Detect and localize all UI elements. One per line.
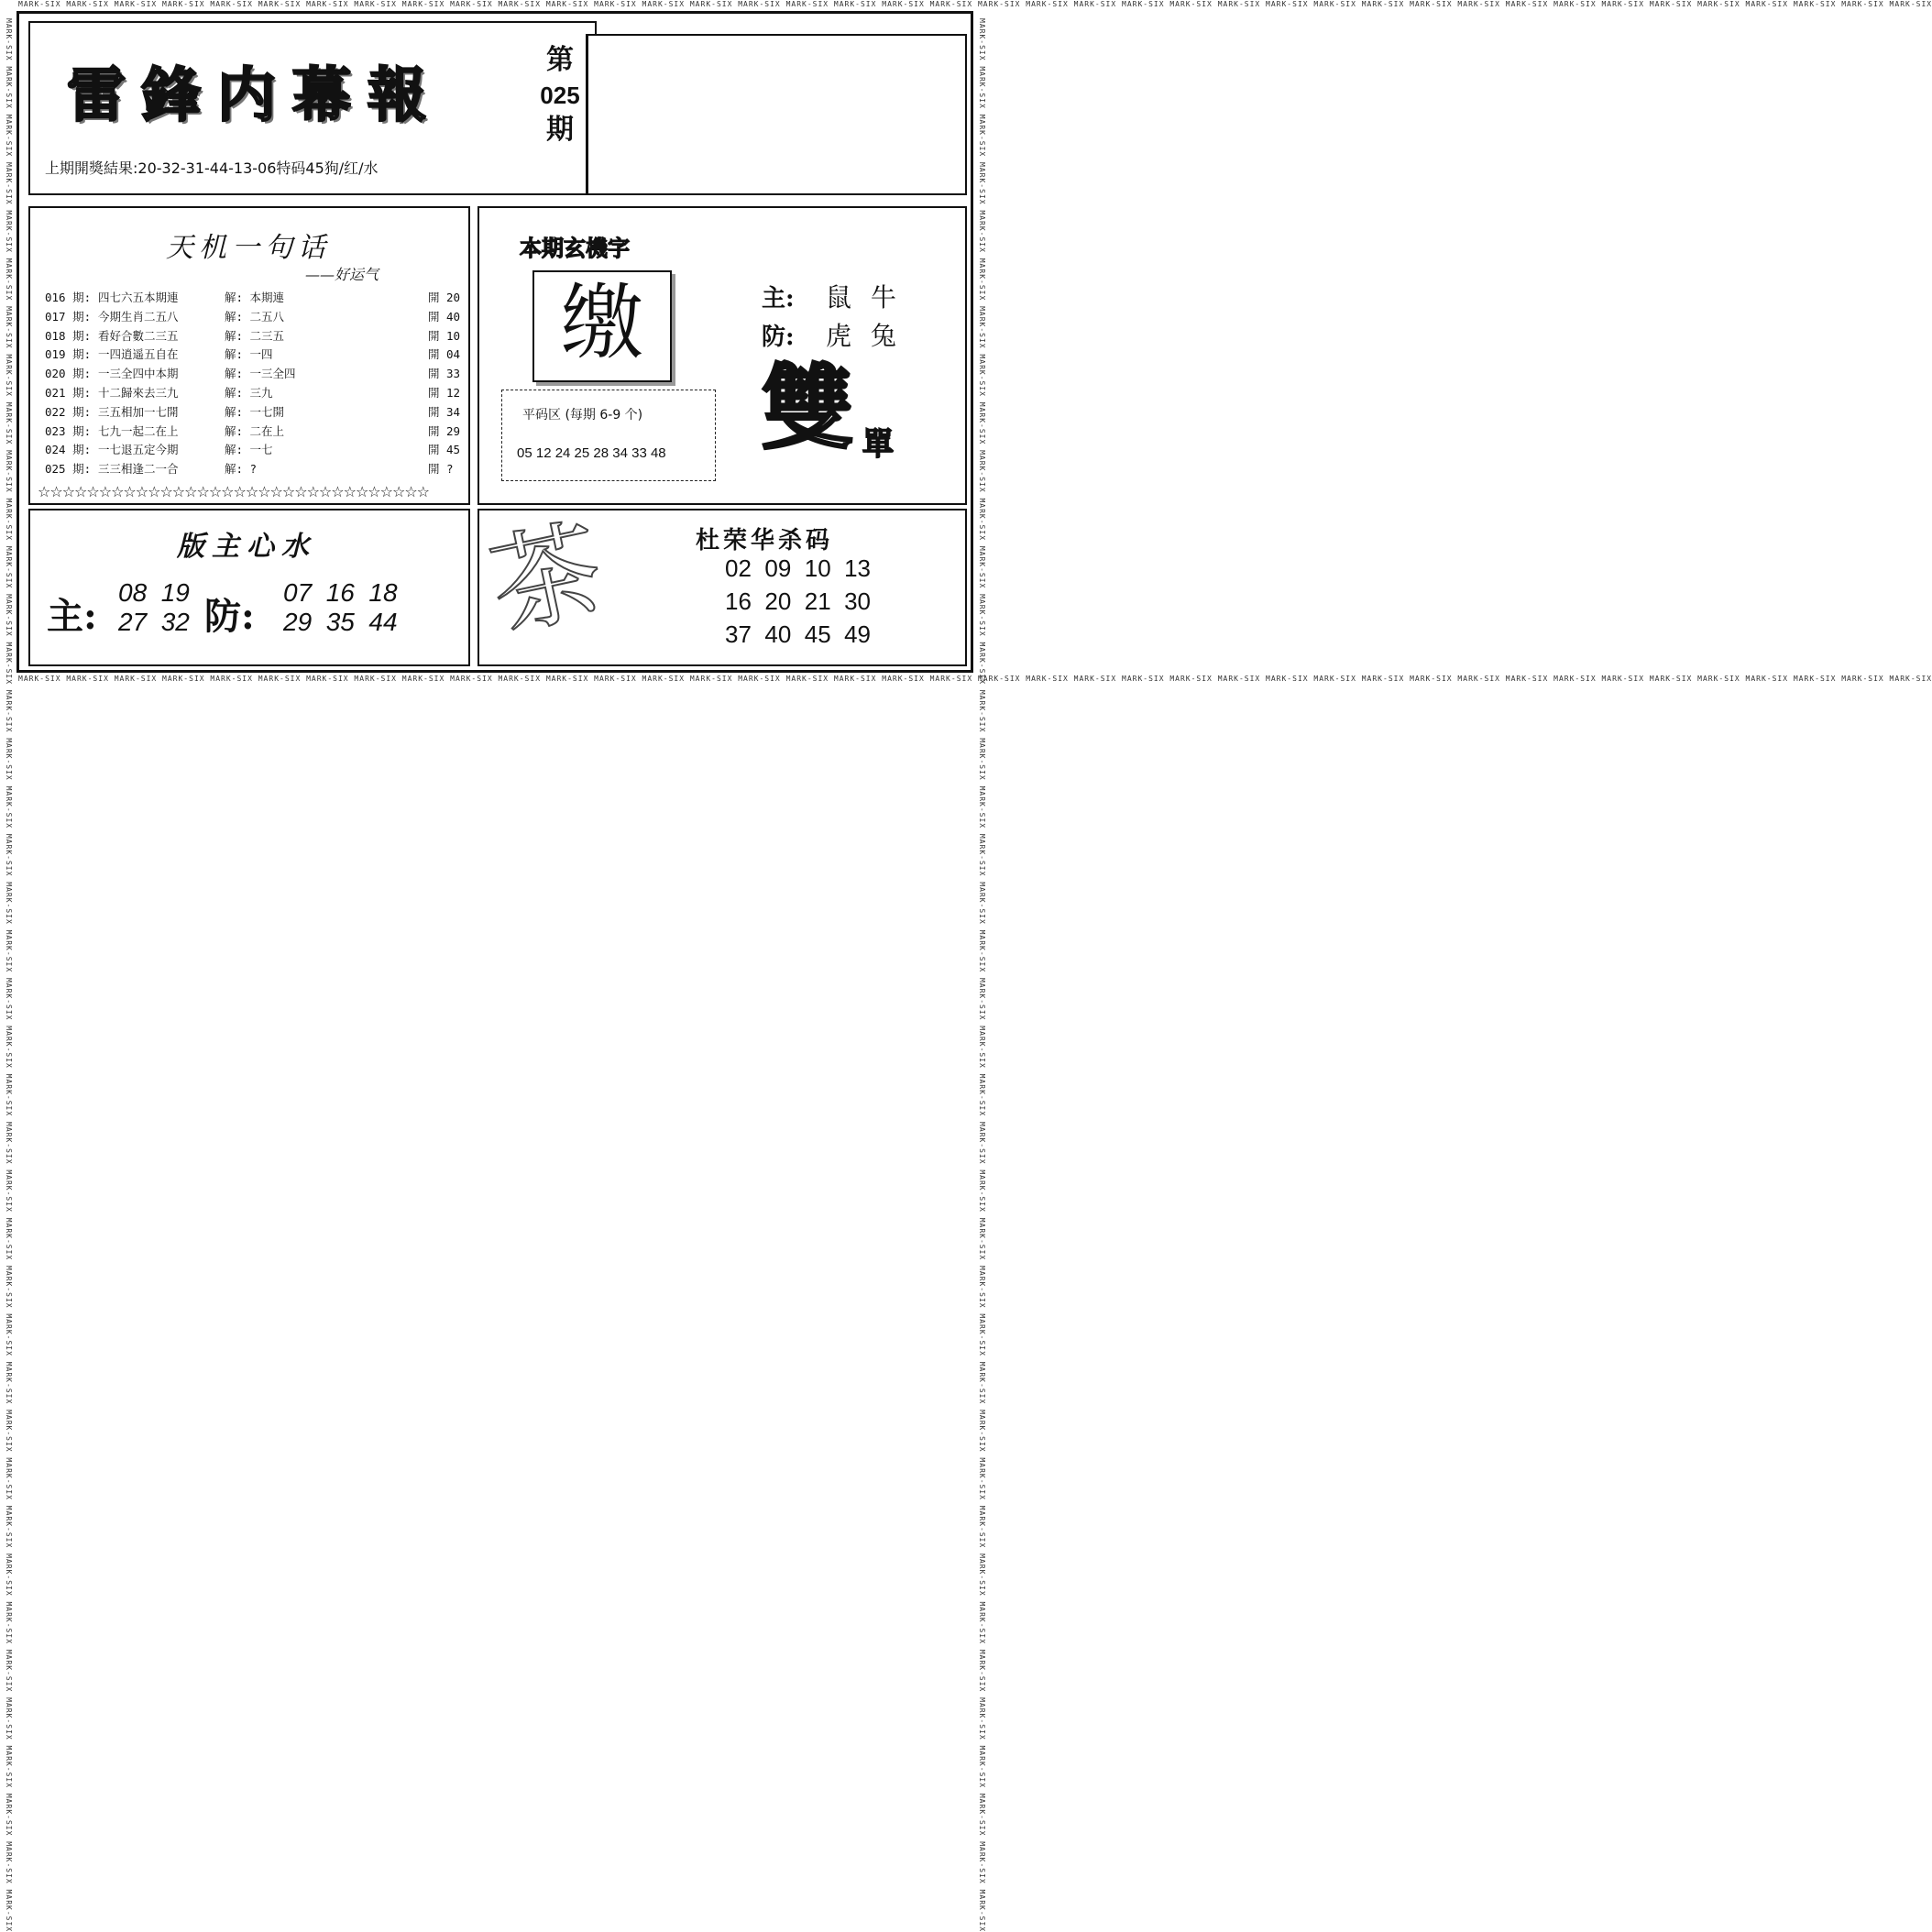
zodiac-guard-value: 虎 兔 bbox=[826, 321, 902, 351]
oracle-answer: 解: 一七 bbox=[225, 443, 273, 457]
oracle-period: 024 期: bbox=[45, 443, 92, 457]
oracle-period: 025 期: bbox=[45, 462, 92, 477]
oracle-period: 017 期: bbox=[45, 309, 92, 324]
small-char: 單 bbox=[862, 426, 894, 463]
issue-prefix: 第 bbox=[546, 44, 574, 76]
issue-box bbox=[532, 43, 587, 148]
oracle-result: 開 45 bbox=[428, 443, 461, 457]
oracle-result: 開 29 bbox=[428, 423, 461, 438]
oracle-clue: 三三相逢二一合 bbox=[98, 462, 179, 477]
oracle-answer: 解: 二在上 bbox=[225, 423, 285, 438]
mystery-character: 缴 bbox=[561, 275, 643, 371]
header-panel bbox=[28, 21, 597, 195]
zodiac-main-value: 鼠 牛 bbox=[826, 282, 902, 313]
watermark-strip-bottom bbox=[18, 675, 1932, 684]
master-panel bbox=[28, 509, 470, 666]
master-guard-row1: 07 16 18 bbox=[283, 578, 398, 607]
oracle-answer: 解: 三九 bbox=[225, 386, 273, 400]
oracle-period: 018 期: bbox=[45, 328, 92, 343]
oracle-result: 開 12 bbox=[428, 386, 461, 400]
oracle-result: 開 34 bbox=[428, 404, 461, 419]
oracle-clue: 三五相加一七開 bbox=[98, 404, 179, 419]
watermark-strip-left bbox=[4, 18, 13, 1932]
oracle-clue: 今期生肖二五八 bbox=[98, 309, 179, 324]
oracle-answer: 解: ? bbox=[225, 462, 258, 477]
mystery-title: 本期玄機字 bbox=[520, 236, 630, 261]
issue-number: 025 bbox=[540, 82, 580, 109]
oracle-title: 天机一句话 bbox=[166, 232, 331, 264]
oracle-answer: 解: 二五八 bbox=[225, 309, 285, 324]
star-row: ☆☆☆☆☆☆☆☆☆☆☆☆☆☆☆☆☆☆☆☆☆☆☆☆☆☆☆☆☆☆☆☆ bbox=[38, 483, 429, 500]
oracle-clue: 一三全四中本期 bbox=[98, 367, 179, 381]
mystery-char-box bbox=[532, 270, 672, 382]
oracle-result: 開 40 bbox=[428, 309, 461, 324]
oracle-clue: 四七六五本期連 bbox=[98, 291, 179, 304]
oracle-result: 開 20 bbox=[428, 291, 461, 304]
master-main-row2: 27 32 bbox=[118, 608, 190, 636]
oracle-clue: 十二歸來去三九 bbox=[98, 386, 179, 400]
oracle-panel bbox=[28, 206, 470, 505]
zodiac-guard-label: 防: bbox=[762, 324, 795, 351]
oracle-period: 019 期: bbox=[45, 347, 92, 362]
kill-panel bbox=[478, 506, 967, 666]
watermark-text: MARK-SIX MARK-SIX MARK-SIX MARK-SIX MARK-SIX MARK-SIX MARK-SIX MARK-SIX MARK-SIX MARK-SIX MARK-SIX MARK-SIX MARK-SIX MARK-SIX MARK-SIX MARK-SIX MARK-SIX MARK-SIX MARK-SIX MARK-SIX MARK-SIX MARK-SIX MARK-SIX MARK-SIX MARK-SIX MARK-SIX MARK-SIX MARK-SIX MARK-SIX MARK-SIX MARK-SIX MARK-SIX MARK-SIX MARK-SIX MARK-SIX MARK-SIX MARK-SIX MARK-SIX MARK-SIX MARK-SIX bbox=[18, 675, 1932, 683]
watermark-text: MARK-SIX MARK-SIX MARK-SIX MARK-SIX MARK-SIX MARK-SIX MARK-SIX MARK-SIX MARK-SIX MARK-SIX MARK-SIX MARK-SIX MARK-SIX MARK-SIX MARK-SIX MARK-SIX MARK-SIX MARK-SIX MARK-SIX MARK-SIX MARK-SIX MARK-SIX MARK-SIX MARK-SIX MARK-SIX MARK-SIX MARK-SIX MARK-SIX MARK-SIX MARK-SIX MARK-SIX MARK-SIX MARK-SIX MARK-SIX MARK-SIX MARK-SIX MARK-SIX MARK-SIX MARK-SIX MARK-SIX bbox=[5, 18, 13, 1932]
master-main-row1: 08 19 bbox=[118, 578, 190, 607]
oracle-answer: 解: 一三全四 bbox=[225, 367, 296, 381]
master-guard-row2: 29 35 44 bbox=[283, 608, 398, 636]
issue-suffix: 期 bbox=[546, 114, 574, 146]
watermark-strip-top bbox=[18, 0, 1932, 9]
oracle-clue: 一四逍遥五自在 bbox=[98, 347, 179, 362]
flat-numbers: 05 12 24 25 28 34 33 48 bbox=[517, 445, 666, 461]
kill-row: 02 09 10 13 bbox=[725, 554, 872, 582]
oracle-period: 023 期: bbox=[45, 423, 92, 438]
oracle-clue: 看好合數二三五 bbox=[98, 328, 179, 343]
zodiac-main-label: 主: bbox=[762, 285, 795, 313]
oracle-result: 開 04 bbox=[428, 347, 461, 362]
mystery-panel bbox=[478, 206, 967, 505]
oracle-subtitle: ——好运气 bbox=[305, 266, 379, 283]
master-main-label: 主: bbox=[47, 595, 97, 638]
oracle-answer: 解: 一七開 bbox=[225, 404, 285, 419]
flat-title: 平码区 (每期 6-9 个) bbox=[522, 408, 643, 423]
master-title: 版主心水 bbox=[177, 531, 316, 563]
blank-panel bbox=[586, 34, 967, 195]
watermark-text: MARK-SIX MARK-SIX MARK-SIX MARK-SIX MARK-SIX MARK-SIX MARK-SIX MARK-SIX MARK-SIX MARK-SIX MARK-SIX MARK-SIX MARK-SIX MARK-SIX MARK-SIX MARK-SIX MARK-SIX MARK-SIX MARK-SIX MARK-SIX MARK-SIX MARK-SIX MARK-SIX MARK-SIX MARK-SIX MARK-SIX MARK-SIX MARK-SIX MARK-SIX MARK-SIX MARK-SIX MARK-SIX MARK-SIX MARK-SIX MARK-SIX MARK-SIX MARK-SIX MARK-SIX MARK-SIX MARK-SIX bbox=[18, 0, 1932, 8]
oracle-result: 開 33 bbox=[428, 367, 461, 381]
oracle-period: 022 期: bbox=[45, 404, 92, 419]
oracle-clue: 一七退五定今期 bbox=[98, 443, 179, 457]
oracle-period: 016 期: bbox=[45, 291, 92, 304]
flat-number-box bbox=[501, 390, 716, 481]
oracle-answer: 解: 本期連 bbox=[225, 291, 285, 304]
last-result: 上期開獎結果:20-32-31-44-13-06特码45狗/红/水 bbox=[45, 159, 379, 177]
oracle-answer: 解: 二三五 bbox=[225, 328, 285, 343]
watermark-strip-right bbox=[977, 18, 986, 1932]
kill-row: 37 40 45 49 bbox=[725, 620, 872, 648]
oracle-clue: 七九一起二在上 bbox=[98, 423, 179, 438]
oracle-result: 開 ? bbox=[428, 462, 454, 477]
big-char: 雙 bbox=[762, 355, 853, 462]
kill-title: 杜荣华杀码 bbox=[696, 527, 834, 554]
oracle-answer: 解: 一四 bbox=[225, 347, 273, 362]
watermark-text: MARK-SIX MARK-SIX MARK-SIX MARK-SIX MARK-SIX MARK-SIX MARK-SIX MARK-SIX MARK-SIX MARK-SIX MARK-SIX MARK-SIX MARK-SIX MARK-SIX MARK-SIX MARK-SIX MARK-SIX MARK-SIX MARK-SIX MARK-SIX MARK-SIX MARK-SIX MARK-SIX MARK-SIX MARK-SIX MARK-SIX MARK-SIX MARK-SIX MARK-SIX MARK-SIX MARK-SIX MARK-SIX MARK-SIX MARK-SIX MARK-SIX MARK-SIX MARK-SIX MARK-SIX MARK-SIX MARK-SIX bbox=[978, 18, 986, 1932]
paper-title: 雷鋒内幕報 bbox=[67, 61, 443, 130]
newspaper-frame bbox=[16, 11, 973, 673]
oracle-result: 開 10 bbox=[428, 328, 461, 343]
master-guard-label: 防: bbox=[204, 595, 255, 638]
stamp-art: 茶 bbox=[479, 506, 615, 653]
oracle-period: 021 期: bbox=[45, 386, 92, 400]
oracle-period: 020 期: bbox=[45, 367, 92, 381]
kill-row: 16 20 21 30 bbox=[725, 587, 872, 615]
